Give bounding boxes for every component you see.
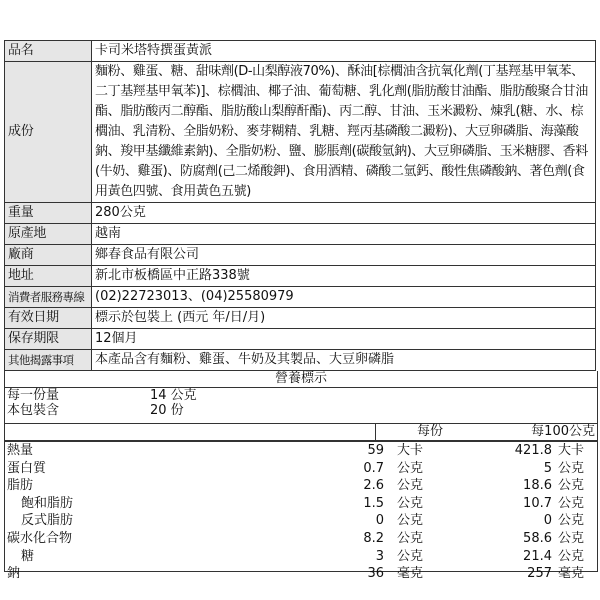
serving-size-value: 14 公克 <box>150 388 197 403</box>
per-100g-header: 每100公克 <box>531 424 595 439</box>
manufacturer-label: 廠商 <box>5 245 92 266</box>
per-serving-value: 2.6 <box>363 478 384 494</box>
nutrient-name: 反式脂肪 <box>21 513 74 529</box>
per-serving-unit: 公克 <box>397 513 424 529</box>
nutrient-row-sugar <box>5 548 597 566</box>
nutrient-row-protein <box>5 460 597 478</box>
per-100g-value: 10.7 <box>523 495 552 511</box>
per-100g-unit: 公克 <box>558 513 585 529</box>
nutrient-name: 熱量 <box>7 443 34 458</box>
per-serving-value: 8.2 <box>363 530 384 546</box>
product-name-value: 卡司米塔特撰蛋黃派 <box>92 41 596 62</box>
origin-value: 越南 <box>92 224 596 245</box>
allergen-value: 本產品含有麵粉、雞蛋、牛奶及其製品、大豆卵磷脂 <box>92 350 596 371</box>
per-100g-unit: 公克 <box>558 548 585 564</box>
per-serving-header: 每份 <box>416 424 443 439</box>
per-100g-unit: 公克 <box>558 530 585 546</box>
shelf-life-value: 12個月 <box>92 329 596 350</box>
serving-size-label: 每一份量 <box>7 388 60 403</box>
shelf-life-label: 保存期限 <box>5 329 92 350</box>
per-serving-unit: 公克 <box>397 495 424 511</box>
per-serving-unit: 公克 <box>397 460 424 476</box>
per-100g-unit: 毫克 <box>558 566 585 582</box>
nutrient-name: 鈉 <box>7 566 21 582</box>
per-100g-unit: 公克 <box>558 478 585 494</box>
nutrient-name: 糖 <box>21 548 35 564</box>
nutrition-title: 營養標示 <box>5 371 597 388</box>
per-serving-value: 3 <box>375 548 384 564</box>
per-serving-value: 59 <box>367 443 384 458</box>
nutrition-rows <box>5 440 597 583</box>
address-label: 地址 <box>5 266 92 287</box>
product-name-label: 品名 <box>5 41 92 62</box>
nutrient-row-sodium <box>5 565 597 583</box>
nutrient-row-fat <box>5 477 597 495</box>
ingredients-label: 成份 <box>5 62 92 203</box>
servings-label: 本包裝含 <box>7 403 60 418</box>
per-100g-value: 257 <box>527 566 552 582</box>
nutrition-facts <box>4 371 598 582</box>
serving-size-row <box>5 388 597 403</box>
per-100g-value: 5 <box>543 460 552 476</box>
weight-value: 280公克 <box>92 203 596 224</box>
weight-label: 重量 <box>5 203 92 224</box>
nutrient-row-trans-fat <box>5 512 597 530</box>
nutrient-name: 脂肪 <box>7 478 34 494</box>
nutrient-name: 碳水化合物 <box>7 530 73 546</box>
address-value: 新北市板橋區中正路338號 <box>92 266 596 287</box>
nutrient-name: 飽和脂肪 <box>21 495 74 511</box>
per-serving-unit: 公克 <box>397 548 424 564</box>
allergen-label: 其他揭露事項 <box>5 350 92 371</box>
nutrient-row-saturated-fat <box>5 495 597 513</box>
expiry-label: 有效日期 <box>5 308 92 329</box>
per-serving-value: 36 <box>367 566 384 582</box>
per-serving-unit: 毫克 <box>397 566 424 582</box>
product-info-table <box>4 40 596 371</box>
per-serving-unit: 公克 <box>397 530 424 546</box>
nutrition-column-header <box>5 423 597 440</box>
per-serving-value: 1.5 <box>363 495 384 511</box>
manufacturer-value: 鄉春食品有限公司 <box>92 245 596 266</box>
hotline-label: 消費者服務專線 <box>5 287 92 308</box>
per-serving-value: 0 <box>375 513 384 529</box>
column-divider <box>375 424 376 440</box>
per-serving-unit: 大卡 <box>397 443 424 458</box>
per-100g-value: 21.4 <box>523 548 552 564</box>
per-100g-value: 421.8 <box>514 443 552 458</box>
nutrient-row-carbohydrate <box>5 530 597 548</box>
per-100g-value: 0 <box>543 513 552 529</box>
nutrient-row-calories <box>5 442 597 460</box>
ingredients-value: 麵粉、雞蛋、糖、甜味劑(D-山梨醇液70%)、酥油[棕櫚油含抗氧化劑(丁基羥基甲氧苯、二丁基羥基甲氧苯)]、棕櫚油、椰子油、葡萄糖、乳化劑(脂肪酸甘油酯、脂肪酸聚合甘油酯、脂肪酸丙二醇酯、脂肪酸山梨醇酐酯)、丙二醇、甘油、玉米澱粉、煉乳(糖、水、棕櫚油、乳清粉、全脂奶粉、麥芽糊精、乳糖、羥丙基磷酸二澱粉)、大豆卵磷脂、海藻酸鈉、羧甲基纖維素鈉)、全脂奶粉、鹽、膨脹劑(碳酸氫鈉)、大豆卵磷脂、玉米糖膠、香料(牛奶、雞蛋)、防腐劑(己二烯酸鉀)、食用酒精、磷酸二氫鈣、酸性焦磷酸鈉、著色劑(食用黃色四號、食用黃色五號) <box>92 62 596 203</box>
servings-row <box>5 403 597 418</box>
per-100g-unit: 公克 <box>558 460 585 476</box>
per-100g-value: 18.6 <box>523 478 552 494</box>
expiry-value: 標示於包裝上 (西元 年/日/月) <box>92 308 596 329</box>
per-serving-value: 0.7 <box>363 460 384 476</box>
per-serving-unit: 公克 <box>397 478 424 494</box>
per-100g-unit: 大卡 <box>558 443 585 458</box>
nutrient-name: 蛋白質 <box>7 460 47 476</box>
servings-value: 20 份 <box>150 403 184 418</box>
product-label <box>4 40 596 582</box>
hotline-value: (02)22723013、(04)25580979 <box>92 287 596 308</box>
per-100g-value: 58.6 <box>523 530 552 546</box>
per-100g-unit: 公克 <box>558 495 585 511</box>
origin-label: 原產地 <box>5 224 92 245</box>
